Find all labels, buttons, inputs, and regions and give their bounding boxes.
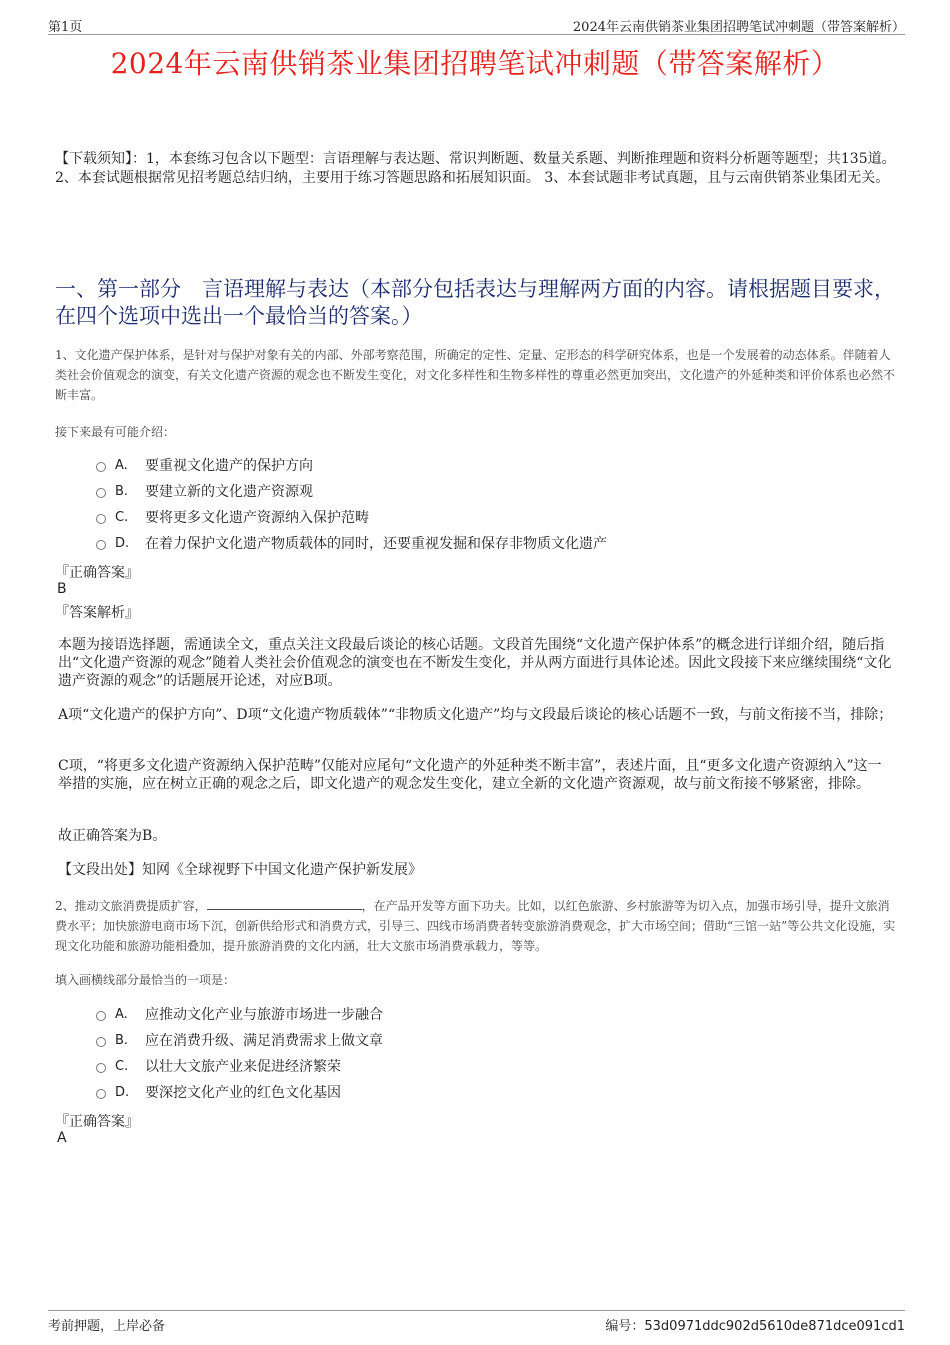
question-1-options xyxy=(96,452,607,556)
radio-icon[interactable] xyxy=(96,462,106,472)
question-2-option-a[interactable]: A. 应推动文化产业与旅游市场进一步融合 xyxy=(96,1001,383,1027)
footer-code: 编号：53d0971ddc902d5610de871dce091cd1 xyxy=(605,1319,905,1334)
document-title: 2024年云南供销茶业集团招聘笔试冲刺题（带答案解析） xyxy=(110,47,840,80)
question-1-prompt: 接下来最有可能介绍： xyxy=(55,425,176,439)
question-1-analysis-p2: A项“文化遗产的保护方向”、D项“文化遗产物质载体”“非物质文化遗产”均与文段最后谈论的核心话题不一致，与前文衔接不当，排除； xyxy=(58,707,893,723)
question-2-option-c[interactable]: C. 以壮大文旅产业来促进经济繁荣 xyxy=(96,1053,383,1079)
question-2-text: 2、推动文旅消费提质扩容， ，在产品开发等方面下功夫。比如，以红色旅游、乡村旅游等为切入点，加强市场引导，提升文旅消费水平；加快旅游电商市场下沉，创新供给形式和消费方式，引导三、四线市场消费者转变旅游消费观念，扩大市场空间；借助“三馆一站”等公共文化设施，实现文化功能和旅游功能相叠加，提升旅游消费的文化内涵，壮大文旅市场消费承载力，等等。 xyxy=(55,899,896,953)
radio-icon[interactable] xyxy=(96,1063,106,1073)
header-doc-title: 2024年云南供销茶业集团招聘笔试冲刺题（带答案解析） xyxy=(572,20,905,35)
question-1-text: 1、文化遗产保护体系，是针对与保护对象有关的内部、外部考察范围，所确定的定性、定量、定形态的科学研究体系，也是一个发展着的动态体系。伴随着人类社会价值观念的演变，有关文化遗产资源的观念也不断发生变化，对文化多样性和生物多样性的尊重必然更加突出，文化遗产的外延种类和评价体系也必然不断丰富。 xyxy=(55,348,896,402)
radio-icon[interactable] xyxy=(96,488,106,498)
question-2-option-d[interactable]: D. 要深挖文化产业的红色文化基因 xyxy=(96,1079,383,1105)
question-2-option-b[interactable]: B. 应在消费升级、满足消费需求上做文章 xyxy=(96,1027,383,1053)
radio-icon[interactable] xyxy=(96,540,106,550)
radio-icon[interactable] xyxy=(96,1037,106,1047)
question-1-option-a[interactable]: A. 要重视文化遗产的保护方向 xyxy=(96,452,607,478)
radio-icon[interactable] xyxy=(96,1089,106,1099)
question-2-options xyxy=(96,1001,383,1105)
question-2-prompt: 填入画横线部分最恰当的一项是： xyxy=(55,973,236,987)
question-1-answer: B xyxy=(57,581,67,597)
question-1-analysis-p3: C项，“将更多文化遗产资源纳入保护范畴”仅能对应尾句“文化遗产的外延种类不断丰富”，表述片面，且“更多文化遗产资源纳入”这一举措的实施，应在树立正确的观念之后，即文化遗产的观念发生变化，建立全新的文化遗产资源观，故与前文衔接不够紧密，排除。 xyxy=(58,758,882,792)
fill-in-blank xyxy=(207,897,362,910)
question-1-option-b[interactable]: B. 要建立新的文化遗产资源观 xyxy=(96,478,607,504)
question-1-option-c[interactable]: C. 要将更多文化遗产资源纳入保护范畴 xyxy=(96,504,607,530)
question-1-analysis-conclusion: 故正确答案为B。 xyxy=(58,828,167,844)
page-header xyxy=(48,14,905,35)
question-2-answer: A xyxy=(57,1130,67,1146)
download-notice: 【下载须知】：1，本套练习包含以下题型：言语理解与表达题、常识判断题、数量关系题、判断推理题和资料分析题等题型；共135道。 2、本套试题根据常见招考题总结归纳，主要用于练习答题思路和拓展知识面。 3、本套试题非考试真题，且与云南供销茶业集团无关。 xyxy=(55,151,896,186)
radio-icon[interactable] xyxy=(96,514,106,524)
question-1-analysis-p1: 本题为接语选择题，需通读全文，重点关注文段最后谈论的核心话题。文段首先围绕“文化遗产保护体系”的概念进行详细介绍，随后指出“文化遗产资源的观念”随着人类社会价值观念的演变也在不断发生变化，并从两方面进行具体论述。因此文段接下来应继续围绕“文化遗产资源的观念”的话题展开论述，对应B项。 xyxy=(58,637,892,689)
question-1-option-d[interactable]: D. 在着力保护文化遗产物质载体的同时，还要重视发掘和保存非物质文化遗产 xyxy=(96,530,607,556)
section-title: 一、第一部分 言语理解与表达（本部分包括表达与理解两方面的内容。请根据题目要求，在四个选项中选出一个最恰当的答案。） xyxy=(55,277,895,328)
page-footer xyxy=(48,1310,905,1333)
question-2-answer-label: 『正确答案』 xyxy=(55,1114,139,1130)
radio-icon[interactable] xyxy=(96,1011,106,1021)
footer-slogan: 考前押题，上岸必备 xyxy=(48,1319,166,1334)
question-1-analysis-label: 『答案解析』 xyxy=(55,605,139,621)
page-number: 第1页 xyxy=(48,20,83,35)
question-1-answer-label: 『正确答案』 xyxy=(55,565,139,581)
question-1-source: 【文段出处】知网《全球视野下中国文化遗产保护新发展》 xyxy=(58,862,422,878)
